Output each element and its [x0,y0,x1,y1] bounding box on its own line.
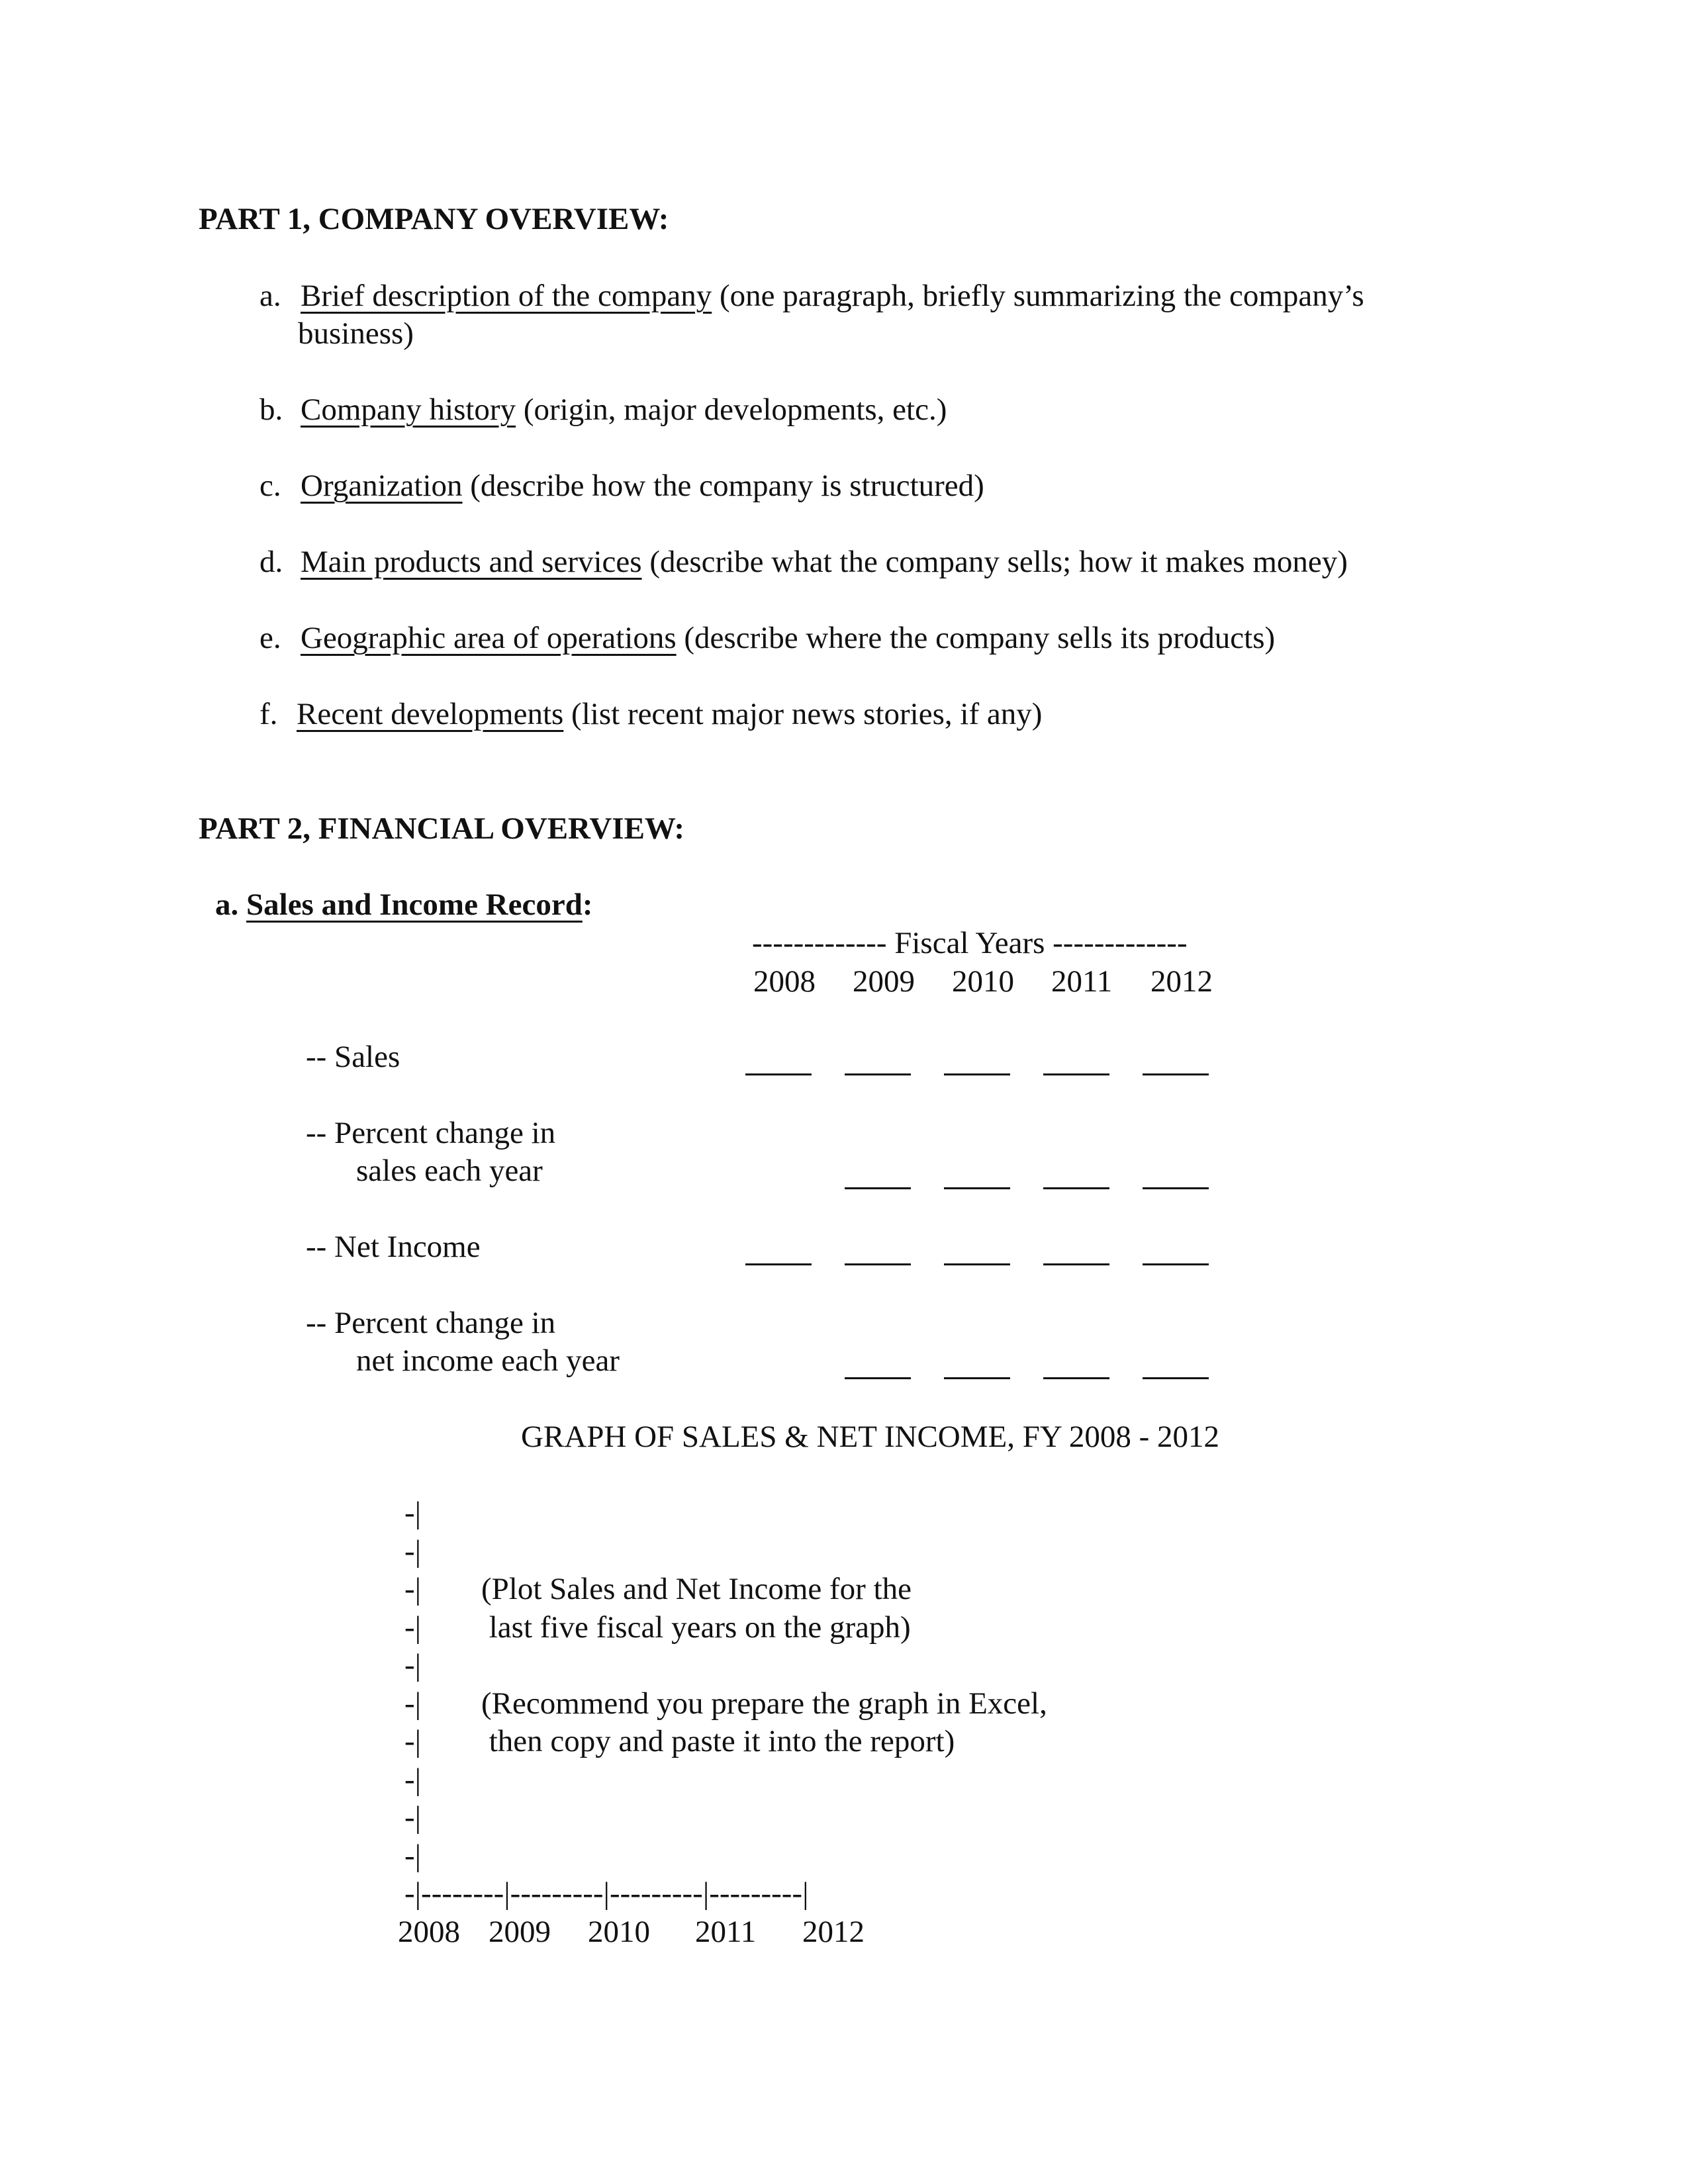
y-axis-tick: -| [404,1762,422,1797]
x-label-2012: 2012 [802,1915,865,1949]
item-d-letter: d. [259,545,283,579]
x-label-2010: 2010 [588,1915,650,1949]
graph-title: GRAPH OF SALES & NET INCOME, FY 2008 - 2012 [521,1420,1219,1454]
item-f-title: Recent developments [297,697,564,731]
blank-ni-2009 [845,1263,911,1265]
blank-sales-2008 [745,1073,812,1075]
x-axis-line: -|--------|---------|---------|---------| [404,1876,809,1911]
blank-sales-2010 [944,1073,1010,1075]
part2-heading: PART 2, FINANCIAL OVERVIEW: [199,811,684,846]
item-f-letter: f. [259,697,278,731]
blank-sales-2012 [1143,1073,1209,1075]
sales-income-title: Sales and Income Record [246,887,583,922]
row-sales-pct-label-cont: sales each year [356,1154,543,1188]
blank-ni-2011 [1043,1263,1109,1265]
graph-note-plot-cont: last five fiscal years on the graph) [481,1610,911,1645]
blank-sales-pct-2009 [845,1187,911,1189]
y-axis-tick: -| [404,1648,422,1682]
item-b-letter: b. [259,392,283,427]
part1-heading: PART 1, COMPANY OVERVIEW: [199,202,669,236]
sales-income-heading [215,889,593,921]
year-2008: 2008 [753,964,816,999]
x-label-2008: 2008 [398,1915,460,1949]
blank-ni-2010 [944,1263,1010,1265]
item-b-desc: (origin, major developments, etc.) [516,392,947,427]
year-2009: 2009 [853,964,915,999]
blank-ni-2008 [745,1263,812,1265]
row-net-income-label: -- Net Income [306,1230,481,1264]
row-sales-pct-label: -- Percent change in [306,1116,556,1150]
blank-ni-pct-2012 [1143,1377,1209,1379]
graph-note-plot: (Plot Sales and Net Income for the [481,1572,912,1606]
y-axis-tick: -| [404,1534,422,1569]
item-e-title: Geographic area of operations [301,621,677,655]
item-b-line [301,394,947,426]
item-f-line [297,699,1042,730]
item-a-letter: a. [259,279,281,313]
year-2011: 2011 [1051,964,1113,999]
sales-income-colon: : [582,887,593,922]
item-d-title: Main products and services [301,545,642,579]
item-b-title: Company history [301,392,516,427]
blank-sales-2009 [845,1073,911,1075]
item-a-desc-cont: business) [298,316,414,351]
blank-sales-pct-2012 [1143,1187,1209,1189]
item-c-title: Organization [301,469,463,503]
item-c-letter: c. [259,469,281,503]
y-axis-tick: -| [404,1572,422,1606]
y-axis-tick: -| [404,1724,422,1758]
item-f-desc: (list recent major news stories, if any) [563,697,1043,731]
row-sales-label: -- Sales [306,1040,400,1074]
x-label-2011: 2011 [695,1915,757,1949]
blank-ni-pct-2009 [845,1377,911,1379]
item-d-desc: (describe what the company sells; how it makes money) [641,545,1348,579]
year-2012: 2012 [1150,964,1213,999]
y-axis-tick: -| [404,1610,422,1645]
fiscal-years-header: ------------- Fiscal Years ------------- [752,926,1188,960]
blank-sales-pct-2011 [1043,1187,1109,1189]
y-axis-tick: -| [404,1686,422,1721]
year-2010: 2010 [952,964,1014,999]
y-axis-tick: -| [404,1496,422,1530]
row-ni-pct-label: -- Percent change in [306,1306,556,1340]
row-ni-pct-label-cont: net income each year [356,1343,620,1378]
item-d-line [301,547,1348,578]
item-e-desc: (describe where the company sells its products) [676,621,1276,655]
graph-note-excel: (Recommend you prepare the graph in Excel, [481,1686,1047,1721]
item-a-line [301,281,1364,312]
blank-ni-pct-2010 [944,1377,1010,1379]
x-label-2009: 2009 [489,1915,551,1949]
blank-sales-2011 [1043,1073,1109,1075]
sales-income-letter: a. [215,887,246,922]
y-axis-tick: -| [404,1800,422,1835]
graph-note-excel-cont: then copy and paste it into the report) [481,1724,955,1758]
item-e-letter: e. [259,621,281,655]
item-c-desc: (describe how the company is structured) [462,469,984,503]
blank-ni-pct-2011 [1043,1377,1109,1379]
item-c-line [301,471,984,502]
item-a-title: Brief description of the company [301,279,712,313]
item-a-desc: (one paragraph, briefly summarizing the company’s [712,279,1364,313]
blank-ni-2012 [1143,1263,1209,1265]
item-e-line [301,623,1275,654]
y-axis-tick: -| [404,1839,422,1873]
blank-sales-pct-2010 [944,1187,1010,1189]
